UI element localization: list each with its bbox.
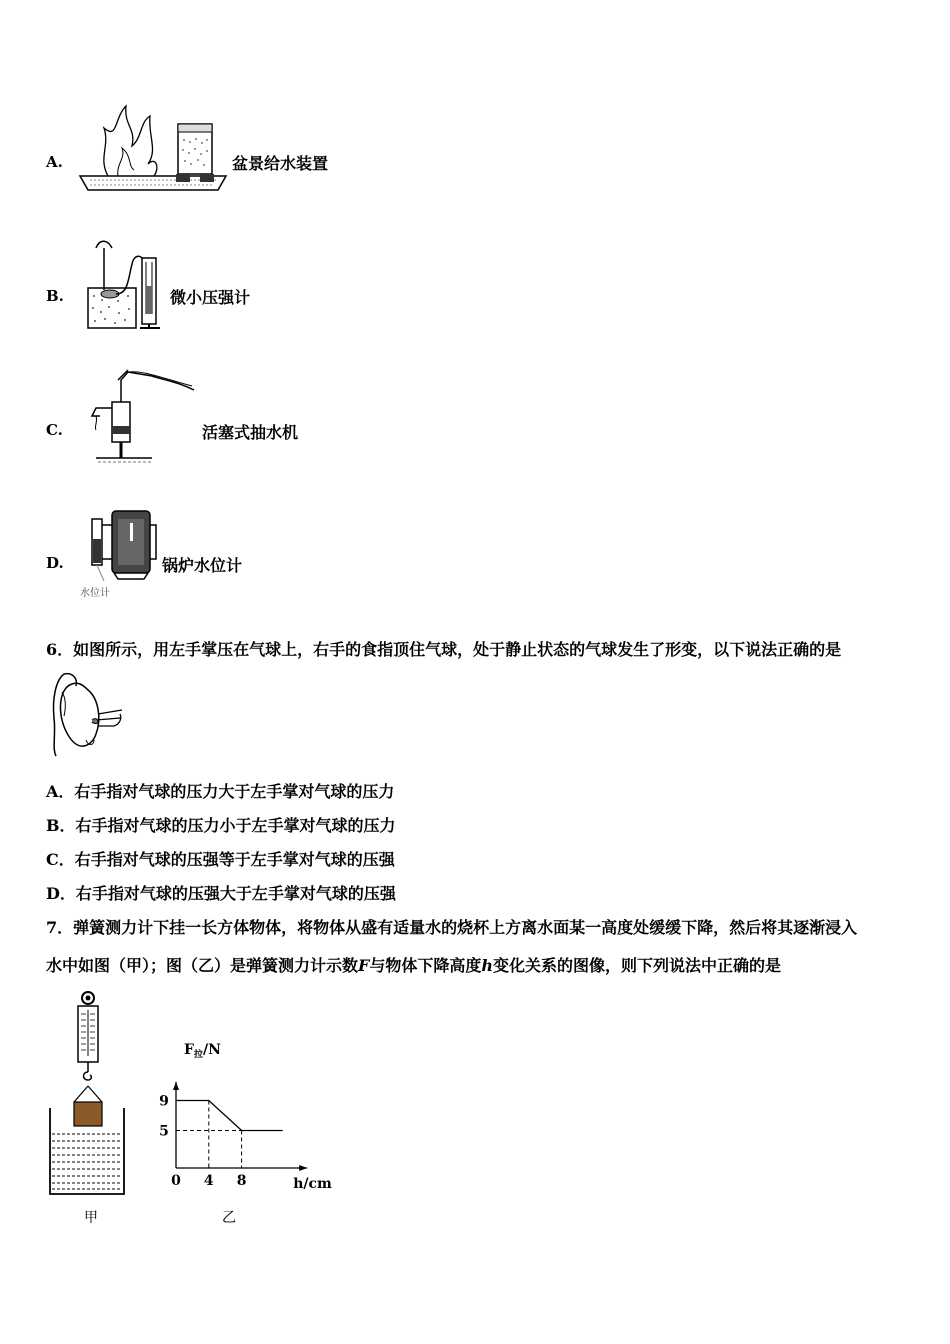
option-a-caption: 盆景给水装置 xyxy=(232,154,329,173)
option-b-letter: B. xyxy=(46,287,64,305)
x-axis-arrow xyxy=(299,1165,307,1171)
micro-pressure-gauge-image xyxy=(76,234,168,330)
figure-jia-label: 甲 xyxy=(84,1210,98,1226)
x-tick-label-8: 8 xyxy=(236,1173,247,1189)
origin-label: 0 xyxy=(171,1173,181,1189)
bonsai-water-supply-image xyxy=(78,98,228,194)
y-tick-label-5: 5 xyxy=(159,1123,169,1140)
option-a-letter: A. xyxy=(46,153,63,171)
q6-option-c: C．右手指对气球的压强等于左手掌对气球的压强 xyxy=(46,850,395,869)
x-axis-label: h/cm xyxy=(293,1176,332,1192)
figure-yi-label: 乙 xyxy=(222,1210,236,1226)
spring-scale-beaker-image xyxy=(46,990,130,1200)
q6-option-d: D．右手指对气球的压强大于左手掌对气球的压强 xyxy=(46,884,396,903)
q6-option-b: B．右手指对气球的压力小于左手掌对气球的压力 xyxy=(46,816,396,835)
option-c-caption: 活塞式抽水机 xyxy=(202,423,299,442)
force-height-graph xyxy=(150,1030,332,1200)
piston-pump-image xyxy=(82,368,200,466)
y-label-main: F xyxy=(184,1042,194,1058)
series-line xyxy=(176,1101,283,1131)
option-b-caption: 微小压强计 xyxy=(170,288,251,307)
y-label-sub: 拉 xyxy=(193,1050,203,1060)
q7-line-2-part-a: 水中如图（甲）；图（乙）是弹簧测力计示数 xyxy=(46,956,359,975)
x-tick-label-4: 4 xyxy=(203,1173,214,1189)
q7-line-2 xyxy=(46,953,781,976)
balloon-hands-image xyxy=(48,668,126,758)
var-h: h xyxy=(481,956,494,975)
y-tick-label-9: 9 xyxy=(159,1093,169,1110)
water-gauge-label: 水位计 xyxy=(80,588,110,599)
y-label-unit: /N xyxy=(202,1042,221,1058)
option-c-letter: C. xyxy=(46,421,63,439)
y-axis-arrow xyxy=(173,1082,179,1090)
var-f: F xyxy=(358,956,370,975)
option-d-caption: 锅炉水位计 xyxy=(162,556,243,575)
q6-stem: 6．如图所示，用左手掌压在气球上，右手的食指顶住气球，处于静止状态的气球发生了形变，以下说法正确的是 xyxy=(46,640,842,659)
q7-line-2-part-b: 与物体下降高度 xyxy=(369,956,482,975)
q6-option-a: A．右手指对气球的压力大于左手掌对气球的压力 xyxy=(46,782,395,801)
q7-line-1: 7．弹簧测力计下挂一长方体物体，将物体从盛有适量水的烧杯上方离水面某一高度处缓缓下降，然后将其逐渐浸入 xyxy=(46,918,858,937)
option-d-letter: D. xyxy=(46,554,64,572)
q7-line-2-part-c: 变化关系的图像，则下列说法中正确的是 xyxy=(493,956,782,975)
y-axis-label xyxy=(184,1042,221,1060)
